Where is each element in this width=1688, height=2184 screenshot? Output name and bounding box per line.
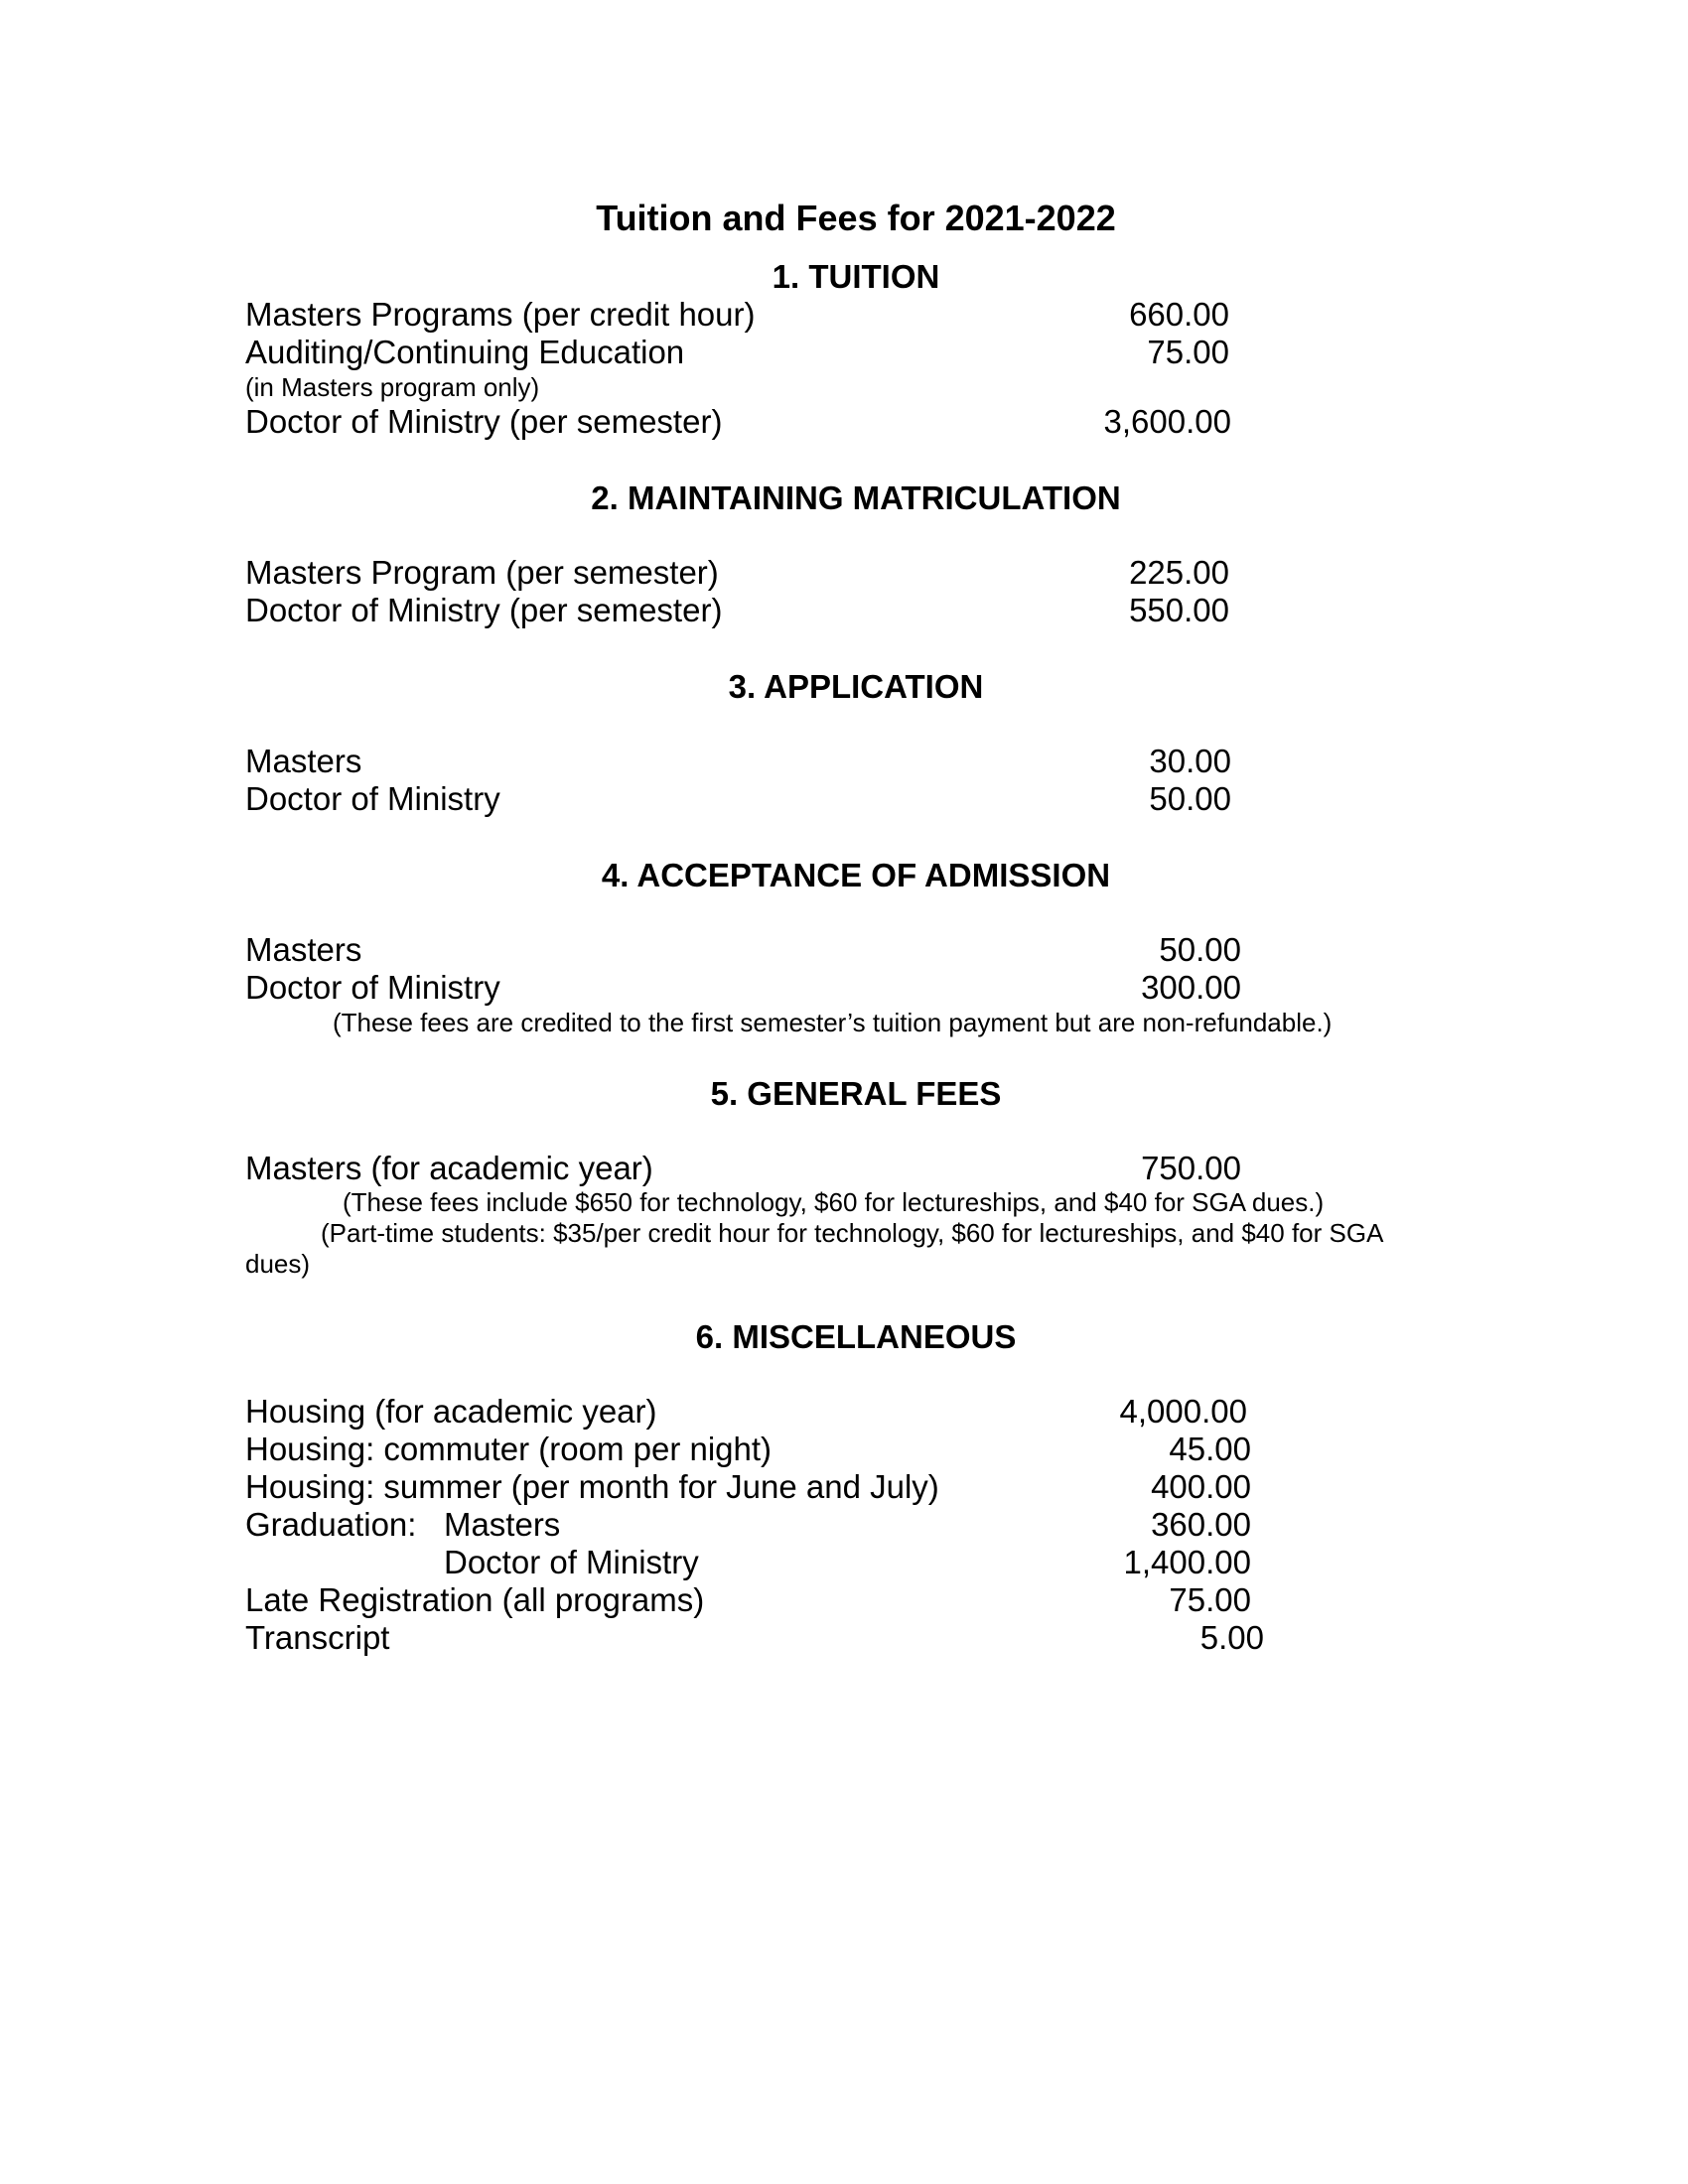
fee-amount: 300.00: [1141, 969, 1241, 1006]
fee-amount: 660.00: [1129, 296, 1229, 333]
fee-amount: 75.00: [1169, 1581, 1251, 1618]
fee-label: Doctor of Ministry: [245, 969, 500, 1006]
fee-label: Housing: summer (per month for June and July): [245, 1468, 939, 1505]
fee-label: Housing (for academic year): [245, 1393, 657, 1430]
fee-amount: 400.00: [1151, 1468, 1251, 1505]
fee-note: (These fees are credited to the first semester’s tuition payment but are non-refundable.): [333, 1008, 1333, 1037]
fee-amount: 4,000.00: [1119, 1393, 1247, 1430]
fee-amount: 750.00: [1141, 1150, 1241, 1186]
fee-amount: 360.00: [1151, 1506, 1251, 1543]
page-title: Tuition and Fees for 2021-2022: [596, 198, 1116, 238]
fee-amount: 50.00: [1149, 780, 1231, 817]
fee-amount: 50.00: [1159, 931, 1241, 968]
fee-label: Masters: [245, 743, 362, 779]
fee-label: Masters: [245, 931, 362, 968]
fee-note: (These fees include $650 for technology, $60 for lectureships, and $40 for SGA dues.): [343, 1187, 1325, 1217]
fee-label: Transcript: [245, 1619, 390, 1656]
section-heading-application: 3. APPLICATION: [728, 668, 984, 705]
section-heading-matriculation: 2. MAINTAINING MATRICULATION: [591, 479, 1121, 516]
fee-amount: 3,600.00: [1103, 403, 1231, 440]
section-heading-miscellaneous: 6. MISCELLANEOUS: [695, 1318, 1017, 1355]
fee-label: Masters Program (per semester): [245, 554, 719, 591]
fee-label: Doctor of Ministry: [245, 780, 500, 817]
fee-note: dues): [245, 1249, 311, 1279]
fee-note: (in Masters program only): [245, 372, 540, 402]
fee-label: Graduation: Masters: [245, 1506, 561, 1543]
fee-amount: 550.00: [1129, 592, 1229, 628]
fee-label: Housing: commuter (room per night): [245, 1431, 773, 1467]
fee-label: Late Registration (all programs): [245, 1581, 705, 1618]
fee-label: Doctor of Ministry (per semester): [245, 403, 723, 440]
fee-amount: 225.00: [1129, 554, 1229, 591]
fee-amount: 1,400.00: [1123, 1544, 1251, 1580]
fee-amount: 75.00: [1147, 334, 1229, 370]
fee-amount: 45.00: [1169, 1431, 1251, 1467]
fee-amount: 5.00: [1199, 1619, 1264, 1656]
fee-label: Masters (for academic year): [245, 1150, 653, 1186]
fee-label: Doctor of Ministry (per semester): [245, 592, 723, 628]
fee-label: Auditing/Continuing Education: [245, 334, 685, 370]
fee-note: (Part-time students: $35/per credit hour for technology, $60 for lectureships, and $40 for SGA: [321, 1218, 1384, 1248]
section-heading-tuition: 1. TUITION: [772, 258, 940, 295]
fee-label: Masters Programs (per credit hour): [245, 296, 756, 333]
section-heading-acceptance: 4. ACCEPTANCE OF ADMISSION: [601, 857, 1111, 893]
fee-amount: 30.00: [1149, 743, 1231, 779]
fee-label: Doctor of Ministry: [444, 1544, 699, 1580]
section-heading-general-fees: 5. GENERAL FEES: [710, 1075, 1002, 1112]
